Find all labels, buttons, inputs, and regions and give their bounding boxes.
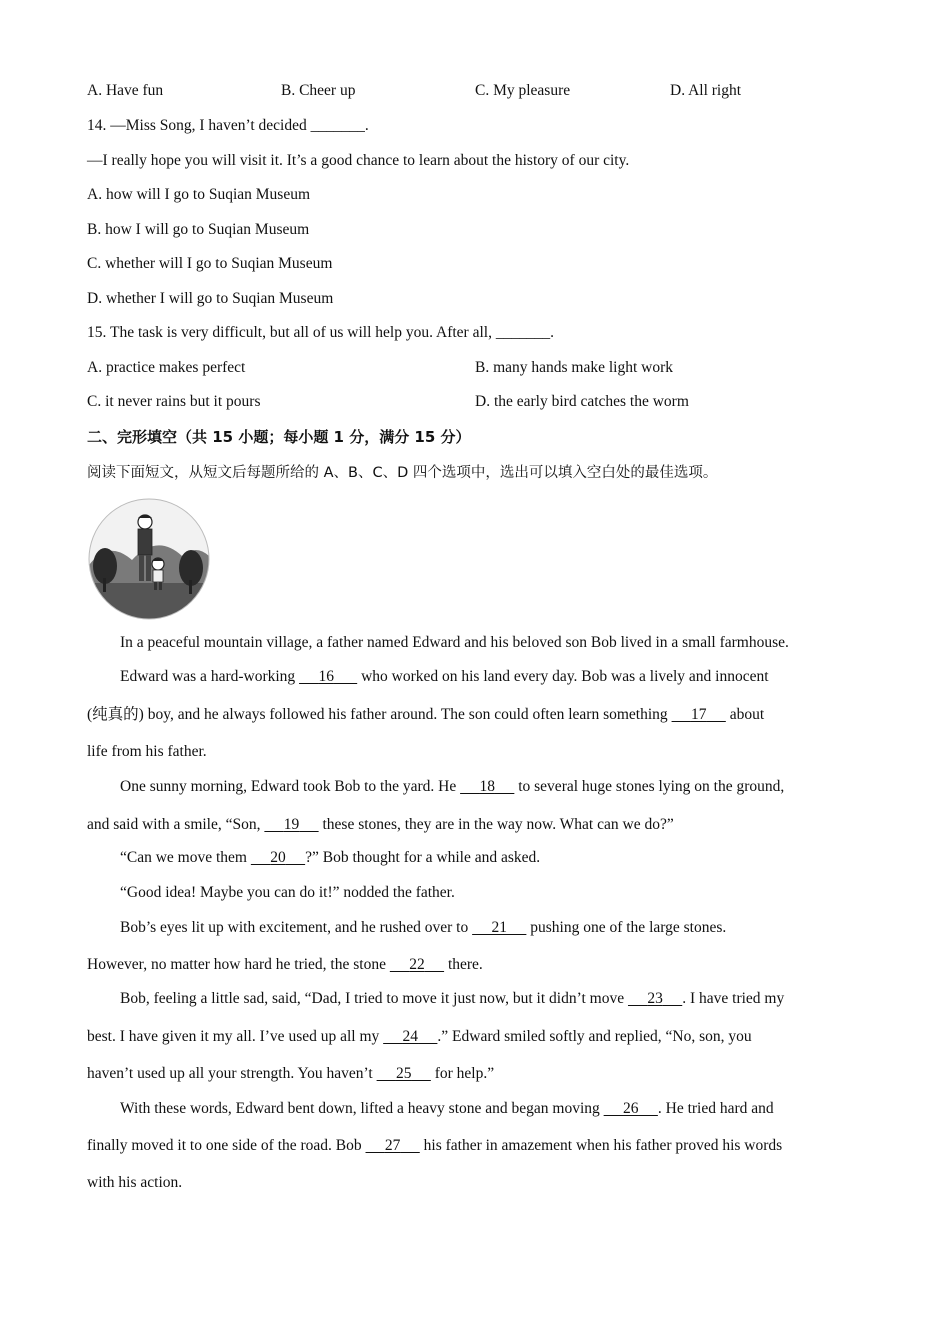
blank-number: 26 — [623, 1100, 639, 1117]
blank-number: 21 — [491, 919, 507, 936]
blank-number: 25 — [395, 1065, 412, 1082]
blank-number: 17 — [690, 706, 707, 723]
blank-27 — [366, 1136, 420, 1156]
q13-option-a: A. Have fun — [87, 82, 164, 99]
text: Bob’s eyes lit up with excitement, and he rushed over to — [120, 919, 473, 936]
text: Bob, feeling a little sad, said, “Dad, I tried to move it just now, but it didn’t move — [120, 990, 628, 1007]
blank-25 — [377, 1064, 431, 1084]
text: “Can we move them — [120, 849, 251, 866]
text: finally moved it to one side of the road. Bob — [87, 1137, 366, 1154]
blank-number: 19 — [283, 816, 300, 833]
blank-26 — [604, 1099, 658, 1119]
father-son-illustration — [87, 498, 211, 620]
passage-p2-line2 — [87, 705, 764, 725]
text: One sunny morning, Edward took Bob to the yard. He — [120, 778, 461, 795]
q13-option-b: B. Cheer up — [281, 82, 356, 99]
blank-22 — [390, 955, 444, 975]
blank-16: ​ 16 — [299, 668, 334, 685]
q14-option-d: D. whether I will go to Suqian Museum — [87, 290, 334, 307]
q14-option-b: B. how I will go to Suqian Museum — [87, 221, 310, 238]
text: best. I have given it my all. I’ve used up all my — [87, 1028, 384, 1045]
q14-stem-end: . — [364, 117, 369, 134]
blank-23 — [628, 989, 682, 1009]
blank-20 — [251, 848, 305, 868]
text: pushing one of the large stones. — [526, 919, 727, 936]
text: there. — [444, 956, 483, 973]
blank-21 — [472, 918, 526, 938]
text: With these words, Edward bent down, lifted a heavy stone and began moving — [120, 1100, 604, 1117]
q15-option-b: B. many hands make light work — [475, 359, 674, 376]
q13-option-d: D. All right — [670, 82, 742, 99]
text: However, no matter how hard he tried, the stone — [87, 956, 390, 973]
text: (纯真的) boy, and he always followed his father around. The son could often learn something — [87, 706, 672, 723]
passage-p6-line1 — [120, 918, 726, 938]
passage-p7-line1 — [120, 989, 784, 1009]
passage-p7-line2 — [87, 1027, 752, 1047]
q15-option-d: D. the early bird catches the worm — [475, 393, 689, 410]
passage-p1: In a peaceful mountain village, a father named Edward and his beloved son Bob lived in a small farmhouse. — [120, 634, 789, 651]
blank-24 — [383, 1027, 437, 1047]
passage-p5: “Good idea! Maybe you can do it!” nodded the father. — [120, 884, 455, 901]
passage-p8-line2 — [87, 1136, 782, 1156]
q14-stem — [87, 116, 369, 136]
passage-p3-line1 — [120, 777, 784, 797]
section-instruction: 阅读下面短文，从短文后每题所给的 A、B、C、D 四个选项中，选出可以填入空白处的最佳选项。 — [87, 465, 718, 481]
passage-p6-line2 — [87, 955, 483, 975]
text: for help.” — [430, 1065, 495, 1082]
text: his father in amazement when his father proved his words — [419, 1137, 783, 1154]
q14-option-a: A. how will I go to Suqian Museum — [87, 186, 311, 203]
text: and said with a smile, “Son, — [87, 816, 265, 833]
q15-option-a: A. practice makes perfect — [87, 359, 246, 376]
blank-number: 20 — [270, 849, 286, 866]
passage-p2-line1 — [120, 667, 769, 687]
text: these stones, they are in the way now. What can we do?” — [318, 816, 674, 833]
q14-option-c: C. whether will I go to Suqian Museum — [87, 255, 333, 272]
text: ?” Bob thought for a while and asked. — [305, 849, 541, 866]
text: haven’t used up all your strength. You haven’t — [87, 1065, 377, 1082]
blank-number: 24 — [402, 1028, 419, 1045]
blank-number: 22 — [409, 956, 425, 973]
text: about — [725, 706, 765, 723]
blank-number: 18 — [479, 778, 495, 795]
passage-p8-line1 — [120, 1099, 774, 1119]
text: Edward was a hard-working — [120, 668, 300, 685]
passage-p7-line3 — [87, 1064, 494, 1084]
section-heading: 二、完形填空（共 15 小题；每小题 1 分，满分 15 分） — [87, 428, 471, 446]
blank-number: 27 — [384, 1137, 401, 1154]
blank-18 — [460, 777, 514, 797]
q14-blank: _______ — [310, 117, 365, 134]
blank-17 — [672, 705, 726, 725]
passage-p2-line3: life from his father. — [87, 743, 207, 760]
blank-number: 23 — [647, 990, 663, 1007]
q14-stem-text: 14. —Miss Song, I haven’t decided — [87, 117, 311, 134]
q14-reply: —I really hope you will visit it. It’s a good chance to learn about the history of our city. — [87, 152, 630, 169]
q15-option-c: C. it never rains but it pours — [87, 393, 261, 410]
passage-p8-line3: with his action. — [87, 1174, 183, 1191]
text: . I have tried my — [682, 990, 785, 1007]
blank-19 — [264, 815, 318, 835]
text: who worked on his land every day. Bob was a lively and innocent — [357, 668, 769, 685]
q13-option-c: C. My pleasure — [475, 82, 571, 99]
blank-number: 16 — [318, 668, 334, 685]
text: .” Edward smiled softly and replied, “No, son, you — [437, 1028, 752, 1045]
passage-p3-line2 — [87, 815, 674, 835]
text: to several huge stones lying on the ground, — [514, 778, 785, 795]
q15-stem: 15. The task is very difficult, but all of us will help you. After all, _______. — [87, 324, 554, 341]
passage-p4 — [120, 848, 540, 868]
text: . He tried hard and — [657, 1100, 774, 1117]
